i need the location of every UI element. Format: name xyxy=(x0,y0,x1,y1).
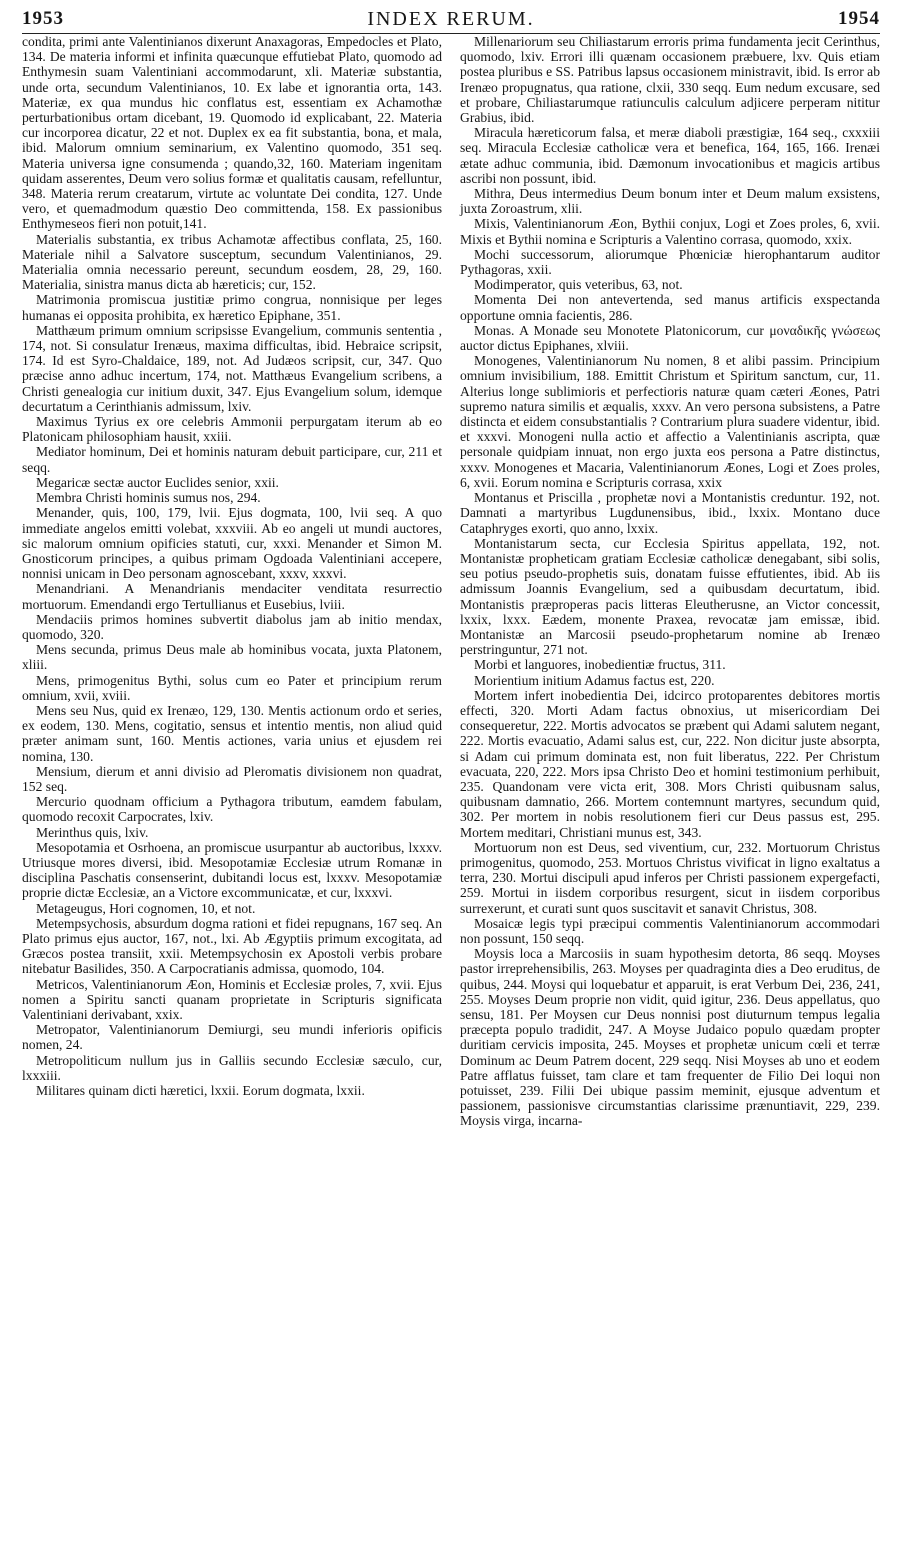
right-page-number: 1954 xyxy=(838,8,880,29)
left-page-number: 1953 xyxy=(22,8,64,29)
index-entry: Millenariorum seu Chiliastarum erroris prima fundamenta jecit Cerinthus, quomodo, lxiv. Errori illi quænam occasionem præbuere, lxv. Quis etiam postea pluribus e SS. Patribus lapsus occasionem ministravit, ibid. Is error ab Irenæo propugnatus, qua ratione, clxii, 330 seqq. Eum nedum excusare, sed et probare, Chiliastarumque ratiunculis calculum adjicere perperam nititur Grabius, ibid. xyxy=(460,34,880,126)
index-entry: Mens secunda, primus Deus male ab hominibus vocata, juxta Platonem, xliii. xyxy=(22,642,442,673)
index-entry: Mercurio quodnam officium a Pythagora tributum, eamdem fabulam, quomodo recoxit Carpocrates, lxiv. xyxy=(22,794,442,825)
index-entry: Maximus Tyrius ex ore celebris Ammonii perpurgatam iterum ab eo Platonicam philosophiam hausit, xxiii. xyxy=(22,414,442,445)
index-entry: Mendaciis primos homines subvertit diabolus jam ab initio mendax, quomodo, 320. xyxy=(22,611,442,642)
index-entry: Monogenes, Valentinianorum Nu nomen, 8 et alibi passim. Principium omnium invisibilium, 188. Emittit Christum et Spiritum sanctum, cur, 11. Alterius longe sublimioris et perfectioris naturæ quam cæteri Æones, Patri supremo natura similis et æqualis, xxxv. An vero persona subsistens, a Patre distincta et eidem consubstantialis ? Contrarium plura suadere videntur, ibid. et xxxvi. Monogeni nulla actio et affectio a Valentinianis ascripta, quæ personale quidpiam innuat, non ergo juxta eos persona a Patre distinctus, xxxv. Monogenes et Macaria, Valentinianorum Æones, Logi et Zoes proles, 6, xvii. Eorum nomina e Scripturis corrasa, xxix xyxy=(460,353,880,490)
left-column xyxy=(22,34,442,1098)
index-entry: Monas. A Monade seu Monotete Platonicorum, cur μοναδικῆς γνώσεως auctor dictus Epiphanes, xlviii. xyxy=(460,322,880,354)
index-entry: Mesopotamia et Osrhoena, an promiscue usurpantur ab auctoribus, lxxxv. Utriusque mores diversi, ibid. Mesopotamiæ Ecclesiæ utrum Romanæ in disciplina Paschatis consenserint, dubitandi locus est, lxxxv. Mesopotamiæ proprie dictæ Ecclesiæ, an a Victore excommunicatæ, et cur, lxxxvi. xyxy=(22,839,442,901)
index-entry: Materialis substantia, ex tribus Achamotæ affectibus conflata, 25, 160. Materiale nihil a Salvatore susceptum, secundum Valentinianos, 29. Materialia omnia necessario pereunt, secundum eosdem, 28, 29, 160. Materialia, sinistra manus dicta ab hæreticis; cur, 152. xyxy=(22,231,442,293)
index-entry: Megaricæ sectæ auctor Euclides senior, xxii. xyxy=(36,474,279,490)
page-header xyxy=(22,6,880,32)
index-entry: Militares quinam dicti hæretici, lxxii. Eorum dogmata, lxxii. xyxy=(36,1083,365,1099)
index-entry: Mixis, Valentinianorum Æon, Bythii conjux, Logi et Zoes proles, 6, xvii. Mixis et Bythii nomina e Scripturis a Valentino corrasa, quomodo, xxix. xyxy=(460,216,880,247)
index-entry: Moysis loca a Marcosiis in suam hypothesim detorta, 86 seqq. Moyses pastor irreprehensibilis, 263. Moyses per quadraginta dies a Deo eruditus, de quibus, 244. Moysi qui loquebatur et apparuit, is erat Verbum Dei, 236, 241, 255. Moyses Deum proprie non vidit, quid igitur, 236. Deus appellatus, quo sensu, 181. Per Moysen cur Deus nonnisi post diuturnum tempus legalia præcepta populo tradidit, 247. A Moyse Judaico populo quædam propter duritiam cervicis imposita, 245. Moyses et prophetæ unicum cœli et terræ Dominum ac Deum Patrem docent, 229 seqq. Nisi Moyses ab uno et eodem Patre afflatus fuisset, tam clare et tam frequenter de Filio Dei loqui non potuisset, 239. Filii Dei ubique passim meminit, ejusque adventum et passionem, passionisve circumstantias clarissime prænuntiavit, 229, 239. Moysis virga, incarna- xyxy=(460,946,880,1129)
index-entry: Modimperator, quis veteribus, 63, not. xyxy=(474,277,683,293)
index-entry: Metageugus, Hori cognomen, 10, et not. xyxy=(36,900,256,916)
index-entry: Montanistarum secta, cur Ecclesia Spiritus appellata, 192, not. Montanistæ propheticam gratiam Ecclesiæ catholicæ denegabant, sibi solis, seu potius pseudo-prophetis suis, donatam fuisse effutientes, ibid. Ab iis admissum Joannis Evangelium, sed a quibusdam decurtatum, ibid. Montanistis præproperas pacis litteras Eleutherusne, an Victor concessit, lxxix, lxxx. Eædem, monente Praxea, revocatæ jam emissæ, ibid. Montanistæ an Marcosii pseudo-prophetarum nomine ab Irenæo perstringuntur, 271 not. xyxy=(460,535,880,658)
index-entry: Morbi et languores, inobedientiæ fructus, 311. xyxy=(474,657,726,673)
index-entry: Matrimonia promiscua justitiæ primo congrua, nonnisique per leges humanas ei opposita prohibita, ex hæretico Epiphane, 351. xyxy=(22,292,442,323)
index-entry: Mens, primogenitus Bythi, solus cum eo Pater et principium rerum omnium, xvii, xviii. xyxy=(22,672,442,703)
index-entry: Mens seu Nus, quid ex Irenæo, 129, 130. Mentis actionum ordo et series, ex eodem, 130. Mens, cogitatio, sensus et intentio mentis, non aliud quid præter animam sunt, 160. Mentis actiones, varia unius et ejusdem rei nomina, 130. xyxy=(22,702,442,764)
index-entry: Metropoliticum nullum jus in Galliis secundo Ecclesiæ sæculo, cur, lxxxiii. xyxy=(22,1052,442,1083)
index-entry: Morientium initium Adamus factus est, 220. xyxy=(474,672,715,688)
index-entry: Montanus et Priscilla , prophetæ novi a Montanistis creduntur. 192, not. Damnati a martyribus Lugdunensibus, ibid., lxxix. Montano duce Cataphryges exorti, quo anno, lxxix. xyxy=(460,490,880,536)
index-entry: Matthæum primum omnium scripsisse Evangelium, communis sententia , 174, not. Si consulatur Irenæus, maxima difficultas, ibid. Hebraice scripsit, 174. Id est Syro-Chaldaice, 189, not. Ad Judæos scripsit, cur, 347. Quo præcise anno adhuc incertum, 174, not. Matthæus Evangelium scribens, a Christi genealogia cur initium duxit, 347. Ejus Evangelium solum, idemque decurtatum a Cerinthianis admissum, lxiv. xyxy=(22,322,442,414)
index-entry: Membra Christi hominis sumus nos, 294. xyxy=(36,490,261,506)
index-entry: Mithra, Deus intermedius Deum bonum inter et Deum malum exsistens, juxta Zoroastrum, xlii. xyxy=(460,186,880,217)
index-entry: Mochi successorum, aliorumque Phœniciæ hierophantarum auditor Pythagoras, xxii. xyxy=(460,246,880,278)
index-entry: Metricos, Valentinianorum Æon, Hominis et Ecclesiæ proles, 7, xvii. Ejus nomen a Spiritu sancti quanam proprietate in Scripturis significata Valentiniani derivabant, xxix. xyxy=(22,976,442,1022)
index-entry: Menandriani. A Menandrianis mendaciter venditata resurrectio mortuorum. Emendandi ergo Tertullianus et Eusebius, lviii. xyxy=(22,581,442,612)
index-entry: Menander, quis, 100, 179, lvii. Ejus dogmata, 100, lvii seq. A quo immediate angelos emitti volebat, xxxviii. Ab eo angeli ut mundi auctores, sic malorum omnium opificies statuti, cur, xxxi. Menander et Simon M. Gnosticorum principes, a quibus primam Ogdoada Valentiniani accepere, nonnisi unicam in Deo personam agnoscebant, xxxv, xxxvi. xyxy=(22,505,442,582)
index-entry: Mortem infert inobedientia Dei, idcirco protoparentes debitores mortis effecti, 320. Morti Adam factus obnoxius, ut misericordiam Dei consequeretur, 222. Mortis advocatos se præbent qui Adami salutem negant, 222. Mortis evacuatio, Adami salus est, cur, 222. Non dicitur juste absorpta, si Adam cui primum dominata est, non fuit liberatus, 222. Per Christum evacuata, 220, 222. Mors ipsa Christo Deo et homini testimonium perhibuit, 235. Quandonam vere victa erit, 308. Mors Christi quibusnam salus, quibusnam damnatio, 266. Mortem contemnunt martyres, secundum quid, 302. Per mortem in nobis resolutionem fieri cur Deus passus est, 295. Mortem meditari, Christiani munus est, 343. xyxy=(460,687,880,840)
index-entry: Momenta Dei non antevertenda, sed manus artificis exspectanda opportune omnia facientis, 286. xyxy=(460,292,880,323)
index-entry: Mediator hominum, Dei et hominis naturam debuit participare, cur, 211 et seqq. xyxy=(22,444,442,475)
index-entry: Metempsychosis, absurdum dogma rationi et fidei repugnans, 167 seq. An Plato primus ejus auctor, 167, not., lxi. Ab Ægyptiis primum excogitata, ad Græcos postea transiit, xxii. Metempsychosin ex Apostoli verbis probare nitebatur Basilides, 350. A Carpocratianis admissa, quomodo, 104. xyxy=(22,915,442,977)
index-entry: Mensium, dierum et anni divisio ad Pleromatis divisionem non quadrat, 152 seq. xyxy=(22,763,442,794)
index-entry: condita, primi ante Valentinianos dixerunt Anaxagoras, Empedocles et Plato, 134. De materia informi et infinita quæcunque effutiebat Plato, quomodo ad Enthymesin suam Valentiniani accommodarunt, xli. Materiæ substantia, unde orta, secundum Valentinianos, 10. Ex labe et ignorantia orta, 143. Materiæ, ex qua mundus hic conflatus est, essentiam ex Achamothæ perturbationibus ortam dicebant, 19. Quomodo id explicabant, 22. Materia cur incorporea dicatur, 22 et not. Duplex ex ea fit substantia, bona, et mala, ibid. Malorum omnium seminarium, ex Valentino quomodo, 351 seq. Materia universa igne consumenda ; quando,32, 160. Materiam ingenitam quidam asserentes, Deum vero solius formæ et qualitatis causam, refelluntur, 348. Materia rerum creatarum, virtute ac voluntate Dei condita, 127. Unde vero, et quemadmodum quæstio Deo committenda, 158. Ex passionibus Enthymeseos fieri non potuit,141. xyxy=(22,34,442,232)
index-entry: Mosaicæ legis typi præcipui commentis Valentinianorum accommodari non possunt, 150 seqq. xyxy=(460,915,880,946)
index-entry: Miracula hæreticorum falsa, et meræ diaboli præstigiæ, 164 seq., cxxxiii seq. Miracula Ecclesiæ catholicæ vera et benefica, 164, 165, 166. Irenæi ætate adhuc communia, ibid. Dæmonum invocationibus et magicis artibus ascribi non possunt, ibid. xyxy=(460,125,880,186)
running-title: INDEX RERUM. xyxy=(367,8,535,30)
index-entry: Merinthus quis, lxiv. xyxy=(36,824,149,840)
index-entry: Metropator, Valentinianorum Demiurgi, seu mundi inferioris opificis nomen, 24. xyxy=(22,1022,442,1053)
index-entry: Mortuorum non est Deus, sed viventium, cur, 232. Mortuorum Christus primogenitus, quomodo, 253. Mortuos Christus vivificat in ligno exaltatus a terra, 230. Mortui discipuli apud inferos per Christi passionem expergefacti, 259. Mortui in iisdem corporibus resurgent, sicut in iisdem corporibus surrexerunt, et curati sunt quos suscitavit et sanavit Christus, 308. xyxy=(460,839,880,916)
right-column xyxy=(460,34,880,1129)
